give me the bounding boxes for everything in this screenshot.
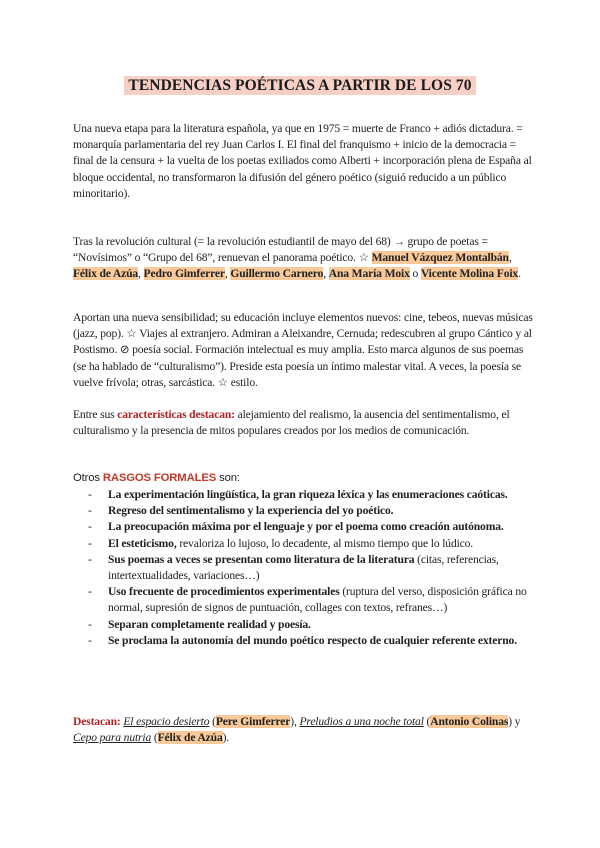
work-title: Cepo para nutria xyxy=(73,731,152,745)
list-item: - Se proclama la autonomía del mundo poético respecto de cualquier referente externo. xyxy=(88,633,517,647)
poet-name: Félix de Azúa xyxy=(157,731,223,745)
page-title: TENDENCIAS POÉTICAS A PARTIR DE LOS 70 xyxy=(0,77,600,95)
list-item: - La experimentación lingüística, la gran riqueza léxica y las enumeraciones caóticas. xyxy=(88,488,508,501)
poet-name: Félix de Azúa xyxy=(73,267,139,281)
list-item: - Uso frecuente de procedimientos experimentales (ruptura del verso, disposición gráfica no normal, supresión de signos de puntuación, collages con textos, refranes…) xyxy=(88,585,527,615)
highlight-caracteristicas: características destacan: xyxy=(117,408,235,421)
paragraph-caracteristicas: Entre sus características destacan: alejamiento del realismo, la ausencia del sentimentalismo, el culturalismo y la presencia de mitos populares creados por los medios de comunicación. xyxy=(73,408,510,438)
work-title: Preludios a una noche total xyxy=(299,715,424,728)
poet-name: Pere Gimferrer xyxy=(215,715,291,728)
list-item: - El esteticismo, revaloriza lo lujoso, lo decadente, al mismo tiempo que lo lúdico. xyxy=(88,536,474,550)
list-item: - Regreso del sentimentalismo y la experiencia del yo poético. xyxy=(88,504,394,518)
paragraph-intro: Una nueva etapa para la literatura española, ya que en 1975 = muerte de Franco + adiós dictadura. = monarquía parlamentaria del rey Juan Carlos I. El final del franquismo + inicio de la democracia = final de la censura + la vuelta de los poetas exiliados como Alberti + incorporación plena de España al bloque occidental, no transformaron la difusión del género poético (siguió reducido a un público minoritario). xyxy=(73,122,532,200)
paragraph-sensibilidad: Aportan una nueva sensibilidad; su educación incluye elementos nuevos: cine, tebeos, nuevas músicas (jazz, pop). ☆ Viajes al extranjero. Admiran a Aleixandre, Cernuda; redescubren al grupo Cántico y al Postismo. ⊘ poesía social. Formación intelectual es muy amplia. Esto marca algunos de sus poemas (se ha hablado de “culturalismo”). Preside esta poesía un íntimo malestar vital. A veces, la poesía se vuelve frívola; otras, sarcástica. ☆ estilo. xyxy=(73,311,533,389)
poet-name: Vicente Molina Foix xyxy=(420,267,519,281)
list-item: - Separan completamente realidad y poesía. xyxy=(88,617,311,631)
poet-name: Ana María Moix xyxy=(328,267,410,281)
poet-name: Manuel Vázquez Montalbán xyxy=(371,251,509,265)
poet-name: Pedro Gimferrer xyxy=(143,267,225,281)
rasgos-list xyxy=(88,487,533,649)
list-item: - Sus poemas a veces se presentan como literatura de la literatura (citas, referencias, intertextualidades, variaciones…) xyxy=(88,552,499,583)
paragraph-destacan: Destacan: El espacio desierto (Pere Gimferrer), Preludios a una noche total (Antonio Colinas) y Cepo para nutria (Félix de Azúa). xyxy=(73,715,521,745)
poet-name: Guillermo Carnero xyxy=(230,267,324,281)
poet-name: Antonio Colinas xyxy=(430,715,509,728)
paragraph-novisimos: Tras la revolución cultural (= la revolución estudiantil de mayo del 68) → grupo de poetas = “Novísimos” o “Grupo del 68”, renuevan el panorama poético. ☆ Manuel Vázquez Montalbán, Félix de Azúa, Pedro Gimferrer, Guillermo Carnero, Ana María Moix o Vicente Molina Foix. xyxy=(73,235,521,281)
highlight-destacan: Destacan: xyxy=(73,715,121,728)
list-item: - La preocupación máxima por el lenguaje y por el poema como creación autónoma. xyxy=(88,520,504,534)
work-title: El espacio desierto xyxy=(123,715,210,728)
paragraph-rasgos-intro: Otros RASGOS FORMALES son: xyxy=(73,472,240,484)
highlight-rasgos-formales: RASGOS FORMALES xyxy=(102,472,217,484)
